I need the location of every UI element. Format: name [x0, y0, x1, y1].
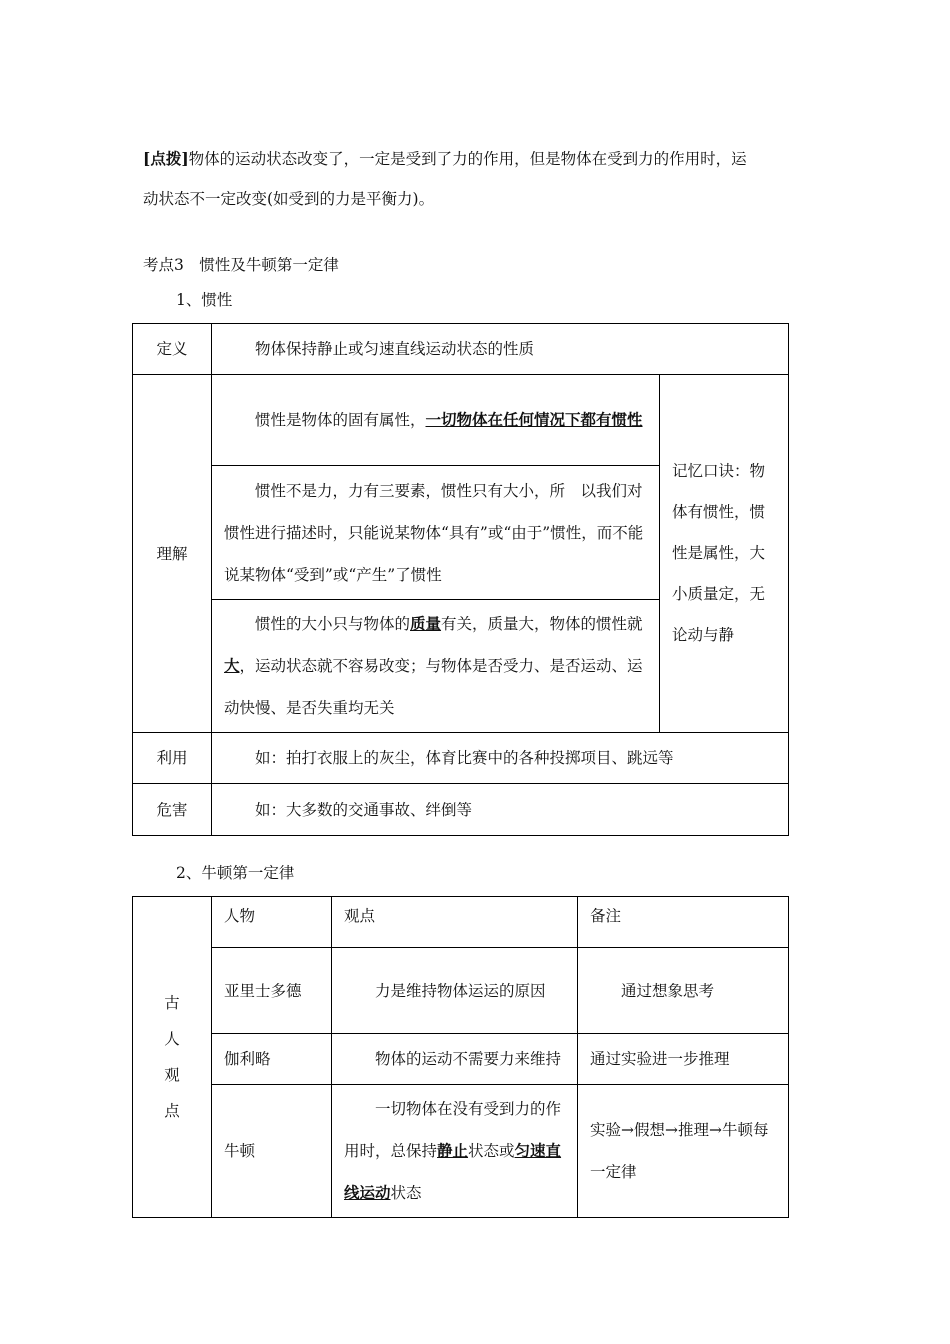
view-cell: 一切物体在没有受到力的作用时，总保持静止状态或匀速直线运动状态	[332, 1085, 578, 1218]
header-person: 人物	[212, 897, 332, 948]
tip-text-line2: 动状态不一定改变(如受到的力是平衡力)。	[143, 190, 435, 208]
header-note: 备注	[578, 897, 789, 948]
large-emphasis: 大	[224, 656, 240, 675]
table-row	[133, 1085, 789, 1218]
understanding-item-1: 惯性是物体的固有属性，一切物体在任何情况下都有惯性	[212, 375, 660, 466]
use-text: 如：拍打衣服上的灰尘，体育比赛中的各种投掷项目、跳远等	[212, 733, 789, 784]
understanding-label: 理解	[133, 375, 212, 733]
view-cell: 力是维持物体运运的原因	[332, 948, 578, 1034]
section-title: 考点3 惯性及牛顿第一定律	[143, 256, 339, 274]
definition-text: 物体保持静止或匀速直线运动状态的性质	[212, 324, 789, 375]
ancient-views-label: 古 人 观 点	[133, 897, 212, 1218]
table-row	[133, 1034, 789, 1085]
note-cell: 实验→假想→推理→牛顿每一定律	[578, 1085, 789, 1218]
harm-text: 如：大多数的交通事故、绊倒等	[212, 784, 789, 836]
understanding-item-1-emphasis: 一切物体在任何情况下都有惯性	[425, 410, 643, 429]
mass-emphasis: 质量	[410, 614, 442, 633]
understanding-item-3: 惯性的大小只与物体的质量有关，质量大，物体的惯性就大，运动状态就不容易改变；与物体是否受力、是否运动、运动快慢、是否失重均无关	[212, 600, 660, 733]
table-row	[133, 948, 789, 1034]
view-cell: 物体的运动不需要力来维持	[332, 1034, 578, 1085]
person-cell: 亚里士多德	[212, 948, 332, 1034]
rest-emphasis: 静止	[437, 1141, 469, 1160]
use-label: 利用	[133, 733, 212, 784]
tip-paragraph	[143, 139, 813, 219]
harm-label: 危害	[133, 784, 212, 836]
note-cell: 通过想象思考	[578, 948, 789, 1034]
sub1-title: 1、惯性	[176, 291, 233, 309]
sub2-title: 2、牛顿第一定律	[176, 864, 295, 882]
person-cell: 牛顿	[212, 1085, 332, 1218]
definition-label: 定义	[133, 324, 212, 375]
newton-table	[132, 896, 789, 1218]
inertia-table	[132, 323, 789, 836]
tip-text-line1: 物体的运动状态改变了，一定是受到了力的作用，但是物体在受到力的作用时，运	[188, 150, 747, 168]
understanding-item-2: 惯性不是力，力有三要素，惯性只有大小，所 以我们对惯性进行描述时，只能说某物体“具有”或“由于”惯性，而不能说某物体“受到”或“产生”了惯性	[212, 466, 660, 600]
header-view: 观点	[332, 897, 578, 948]
tip-label: [点拨]	[143, 149, 189, 168]
uniform-motion-emphasis: 匀速直线运动	[344, 1141, 562, 1202]
person-cell: 伽利略	[212, 1034, 332, 1085]
memory-mnemonic: 记忆口诀：物体有惯性，惯性是属性，大小质量定，无论动与静	[660, 375, 789, 733]
note-cell: 通过实验进一步推理	[578, 1034, 789, 1085]
